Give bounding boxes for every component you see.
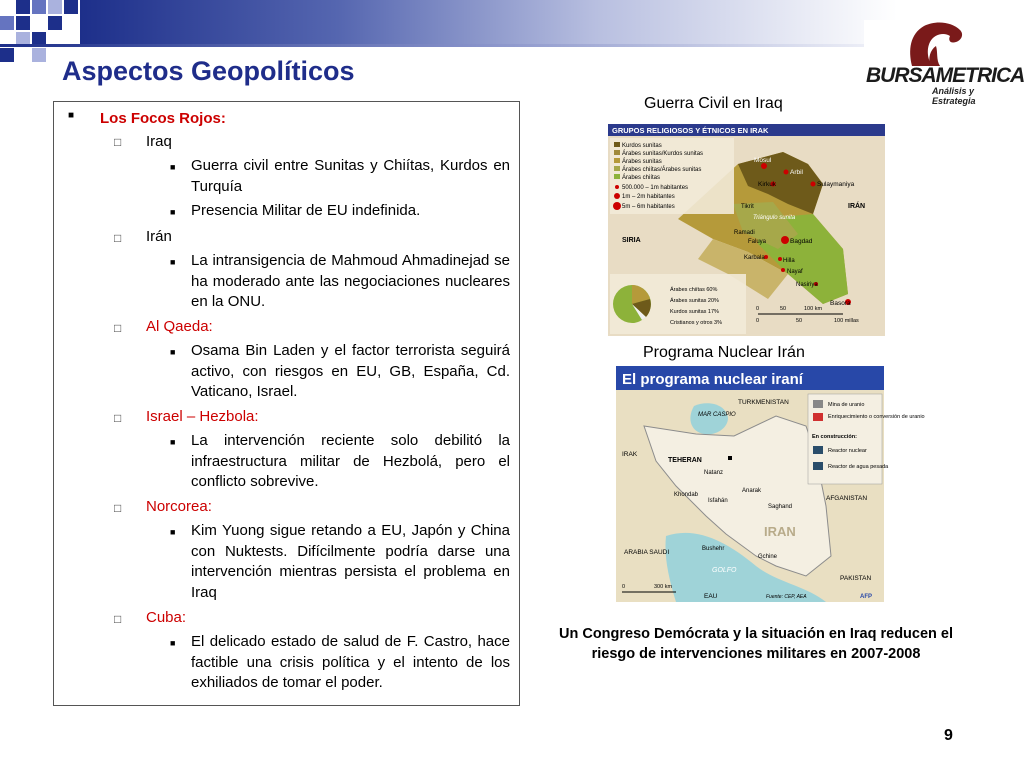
pie-legend-item: Cristianos y otros 3% bbox=[670, 320, 722, 326]
country-label: SIRIA bbox=[622, 237, 641, 244]
hollow-square-bullet-icon: □ bbox=[114, 612, 122, 626]
map-legend-item: En construcción: bbox=[812, 434, 857, 440]
topic-al-qaeda: Al Qaeda: bbox=[146, 318, 213, 335]
square-bullet-icon: ■ bbox=[170, 347, 176, 357]
iran-map-caption: Programa Nuclear Irán bbox=[643, 344, 805, 361]
place-label: Natanz bbox=[704, 470, 724, 476]
place-label: ARABIA SAUDI bbox=[624, 549, 670, 556]
place-label: IRAK bbox=[622, 451, 638, 458]
place-label: Bushehr bbox=[702, 546, 725, 552]
iraq-map-header: GRUPOS RELIGIOSOS Y ÉTNICOS EN IRAK bbox=[612, 126, 769, 135]
place-label: Saghand bbox=[768, 504, 793, 510]
legend-item: 500.000 – 1m habitantes bbox=[622, 185, 689, 191]
place-label: AFGANISTAN bbox=[826, 495, 868, 502]
place-label: Gchine bbox=[758, 554, 778, 560]
pie-legend-item: Kurdos sunitas 17% bbox=[670, 309, 719, 315]
square-bullet-icon: ■ bbox=[170, 207, 176, 217]
place-label: EAU bbox=[704, 593, 718, 600]
legend-item: Árabes sunitas/Kurdos sunitas bbox=[622, 151, 704, 157]
place-label: PAKISTAN bbox=[840, 575, 872, 582]
place-label: MAR CASPIO bbox=[698, 412, 736, 418]
iran-map-header: El programa nuclear iraní bbox=[622, 371, 803, 388]
list-item: La intransigencia de Mahmoud Ahmadinejad se ha moderado ante las negociaciones nucleares en la ONU. bbox=[191, 252, 510, 310]
list-item: Guerra civil entre Sunitas y Chiítas, Kurdos en Turquía bbox=[191, 157, 510, 195]
scale-label: 0 bbox=[622, 584, 626, 590]
logo-wordmark: BURSAMETRICA bbox=[866, 64, 1024, 87]
square-bullet-icon: ■ bbox=[170, 638, 176, 648]
conclusion-text: Un Congreso Demócrata y la situación en Iraq reducen el riesgo de intervenciones militares en 2007-2008 bbox=[558, 626, 954, 662]
country-label: IRÁN bbox=[848, 203, 866, 210]
city-label: Triángulo sunita bbox=[753, 215, 796, 221]
scale-label: 0 bbox=[756, 318, 760, 324]
topic-israel-hezbola: Israel – Hezbola: bbox=[146, 408, 259, 425]
map-legend-item: Reactor de agua pesada bbox=[828, 464, 889, 470]
city-label: Hilla bbox=[783, 258, 795, 264]
hollow-square-bullet-icon: □ bbox=[114, 321, 122, 335]
scale-label: 100 millas bbox=[834, 318, 859, 324]
topic-iran: Irán bbox=[146, 228, 172, 245]
city-label: Mosul bbox=[754, 157, 772, 164]
square-bullet-icon: ■ bbox=[170, 437, 176, 447]
scale-label: 50 bbox=[796, 318, 803, 324]
place-label: TEHERAN bbox=[668, 457, 702, 464]
list-item: Presencia Militar de EU indefinida. bbox=[191, 202, 421, 219]
square-bullet-icon: ■ bbox=[170, 162, 176, 172]
scale-label: 0 bbox=[756, 306, 760, 312]
square-bullet-icon: ■ bbox=[170, 527, 176, 537]
legend-item: Árabes chiítas bbox=[622, 175, 661, 181]
map-source: Fuente: CEP, AEA bbox=[766, 594, 807, 600]
iran-nuclear-map bbox=[616, 366, 925, 602]
hollow-square-bullet-icon: □ bbox=[114, 501, 122, 515]
city-label: Basora bbox=[830, 300, 851, 307]
city-label: Faluya bbox=[748, 239, 767, 245]
city-label: Ramadi bbox=[734, 230, 755, 236]
legend-item: 1m – 2m habitantes bbox=[622, 194, 675, 200]
scale-label: 50 bbox=[780, 306, 787, 312]
legend-item: Árabes chiítas/Árabes sunitas bbox=[622, 167, 702, 173]
map-agency: AFP bbox=[860, 594, 872, 600]
list-item: El delicado estado de salud de F. Castro, hace factible una crisis política y el intento de los exhiliados de tomar el poder. bbox=[191, 633, 510, 691]
horse-head-icon bbox=[864, 20, 1009, 70]
map-legend-item: Reactor nuclear bbox=[828, 448, 867, 454]
topic-norcorea: Norcorea: bbox=[146, 498, 212, 515]
topic-cuba: Cuba: bbox=[146, 609, 187, 626]
place-label: IRAN bbox=[764, 524, 796, 539]
square-bullet-icon: ■ bbox=[170, 257, 176, 267]
list-item: Kim Yuong sigue retando a EU, Japón y China con Nuktests. Difícilmente podría darse una intervención mientras persista el problema en Iraq bbox=[191, 522, 510, 601]
place-label: TURKMENISTAN bbox=[738, 399, 789, 406]
place-label: Isfahán bbox=[708, 498, 728, 504]
map-legend-item: Mina de uranio bbox=[828, 402, 865, 408]
hollow-square-bullet-icon: □ bbox=[114, 135, 122, 149]
square-bullet-icon: ■ bbox=[68, 110, 75, 121]
city-label: Arbil bbox=[790, 169, 804, 176]
iraq-map-caption: Guerra Civil en Iraq bbox=[644, 95, 783, 112]
city-label: Bagdad bbox=[790, 238, 813, 245]
pie-legend-item: Árabes sunitas 20% bbox=[670, 298, 719, 304]
city-label: Tikrit bbox=[741, 204, 754, 210]
page-title: Aspectos Geopolíticos bbox=[62, 56, 355, 86]
pie-legend-item: Árabes chiítas 60% bbox=[670, 287, 718, 293]
iraq-ethnic-map bbox=[608, 124, 885, 336]
legend-item: Árabes sunitas bbox=[622, 159, 662, 165]
city-label: Sulaymaniya bbox=[817, 181, 855, 188]
hollow-square-bullet-icon: □ bbox=[114, 231, 122, 245]
section-heading: Los Focos Rojos: bbox=[100, 110, 226, 127]
list-item: La intervención reciente solo debilitó la infraestructura militar de Hezbolá, pero el conflicto sobrevive. bbox=[191, 432, 510, 490]
city-label: Kirkuk bbox=[758, 181, 777, 188]
page-number: 9 bbox=[944, 727, 953, 744]
legend-item: Kurdos sunitas bbox=[622, 143, 662, 149]
scale-label: 100 km bbox=[804, 306, 823, 312]
place-label: Khondab bbox=[674, 492, 699, 498]
map-legend-item: Enriquecimiento o conversión de uranio bbox=[828, 414, 925, 420]
city-label: Nayaf bbox=[787, 269, 803, 275]
place-label: Anarak bbox=[742, 488, 762, 494]
bursametrica-logo bbox=[864, 20, 1024, 106]
city-label: Nasiriya bbox=[796, 282, 818, 288]
list-item: Osama Bin Laden y el factor terrorista seguirá activo, con riesgos en EU, GB, España, Cd. Vaticano, Israel. bbox=[191, 342, 510, 400]
topic-iraq: Iraq bbox=[146, 133, 172, 150]
hollow-square-bullet-icon: □ bbox=[114, 411, 122, 425]
logo-tagline: Análisis y Estrategia bbox=[932, 86, 976, 106]
scale-label: 300 km bbox=[654, 584, 673, 590]
city-label: Karbala bbox=[744, 255, 765, 261]
legend-item: 5m – 6m habitantes bbox=[622, 204, 675, 210]
place-label: GOLFO bbox=[712, 567, 737, 574]
